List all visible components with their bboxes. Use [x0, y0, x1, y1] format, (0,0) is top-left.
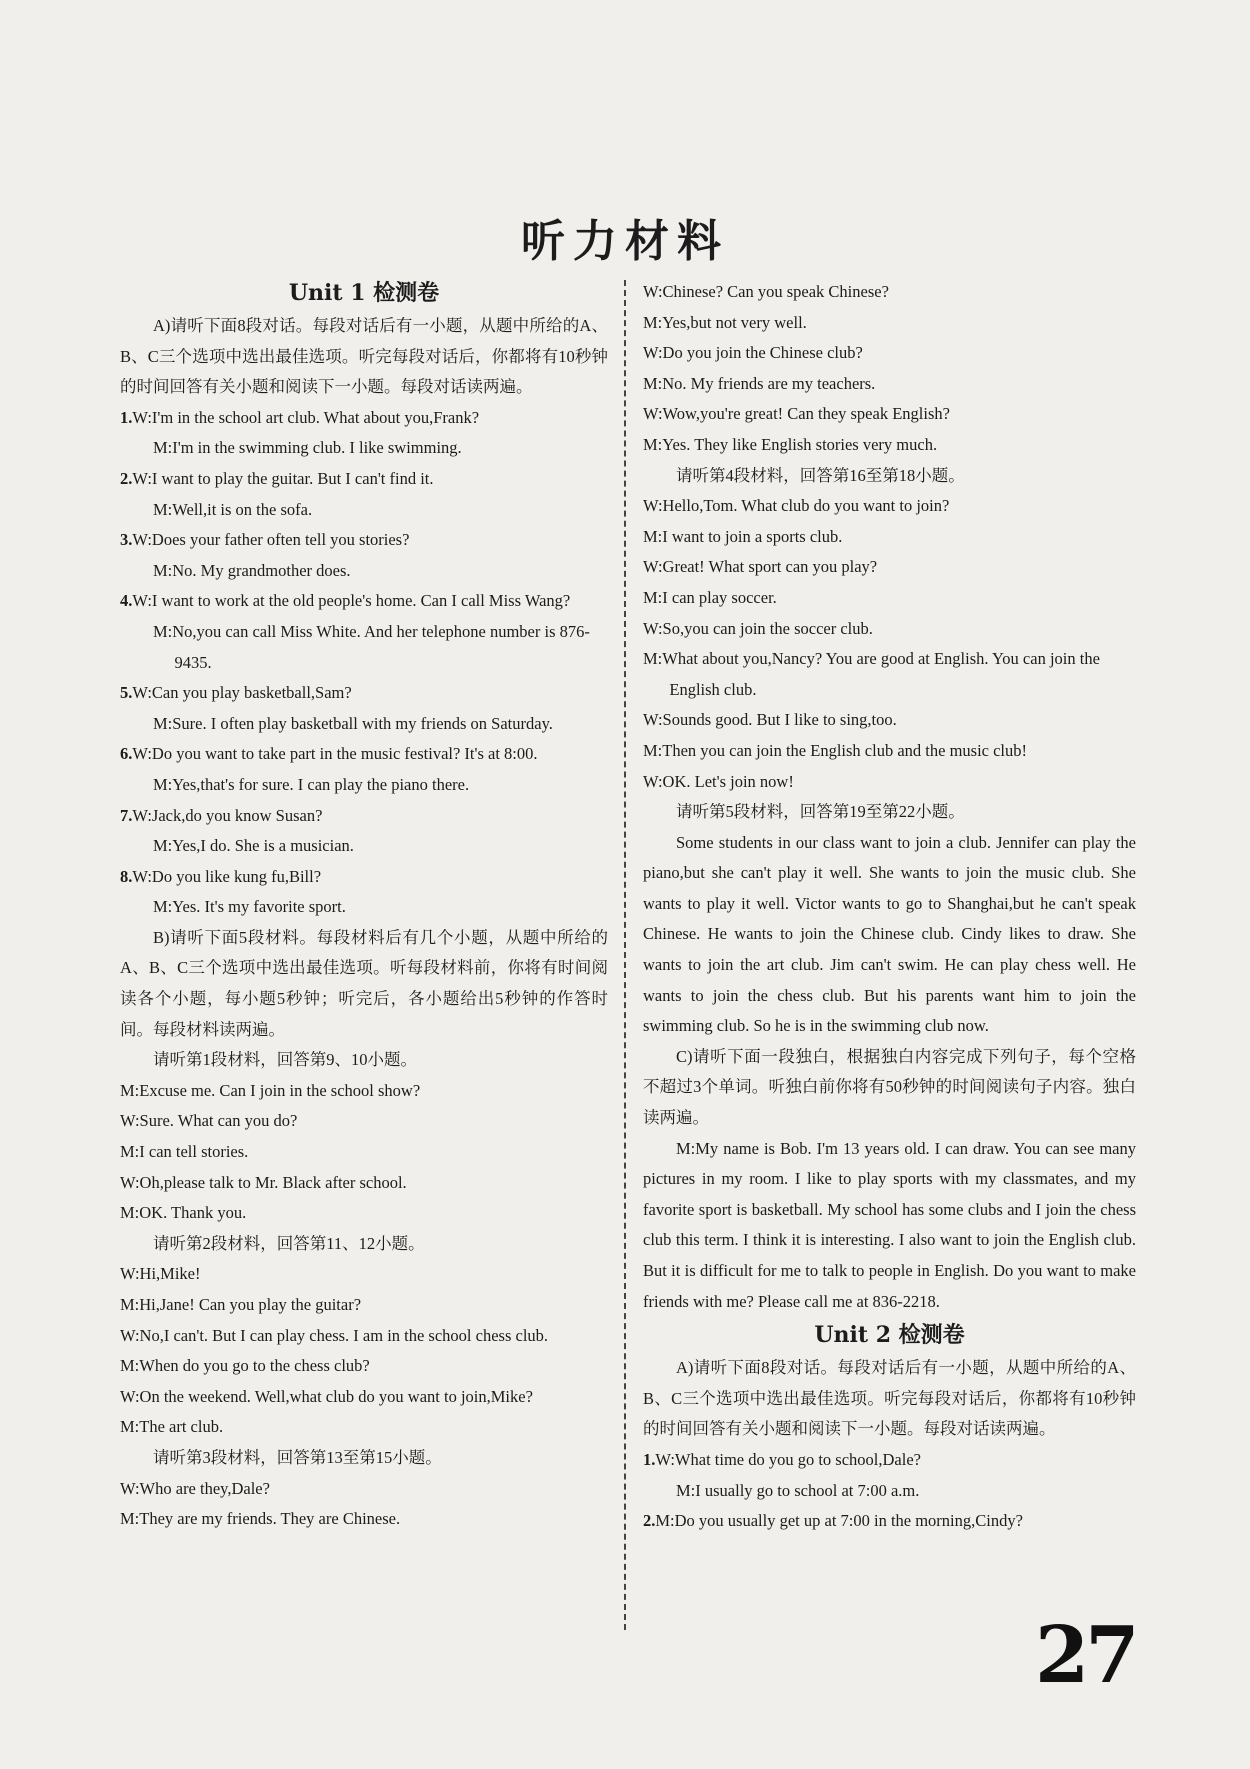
section-2-title: 请听第2段材料，回答第11、12小题。	[153, 1233, 425, 1253]
part-c-monologue: M:My name is Bob. I'm 13 years old. I can draw. You can see many pictures in my room. I like to play sports with my classmates, and my favorite sport is basketball. My school has some clubs and I join the chess club this term. I think it is interesting. I also want to join the English club. But it is difficult for me to talk to people in English. Do you want to make friends with me? Please call me at 836-2218.	[643, 1138, 1136, 1311]
part-a-instructions: A)请听下面8段对话。每段对话后有一小题，从题中所给的A、B、C三个选项中选出最佳选项。听完每段对话后，你都将有10秒钟的时间回答有关小题和阅读下一小题。每段对话读两遍。	[120, 316, 608, 397]
question-number: 3.	[120, 530, 133, 550]
dialog-line: W:Chinese? Can you speak Chinese?	[643, 282, 889, 301]
section-3-dialog-continued	[643, 277, 1136, 461]
question-number: 4.	[120, 591, 133, 611]
dialog-line: W:I want to play the guitar. But I can't find it.	[132, 468, 434, 488]
section-2-dialog	[120, 1259, 608, 1443]
unit-2-part-a-instructions: A)请听下面8段对话。每段对话后有一小题，从题中所给的A、B、C三个选项中选出最佳选项。听完每段对话后，你都将有10秒钟的时间回答有关小题和阅读下一小题。每段对话读两遍。	[643, 1358, 1136, 1439]
dialog-line: M:What about you,Nancy? You are good at English. You can join the English club.	[643, 649, 1100, 699]
question-5-w	[120, 678, 608, 709]
question-2-m: M:Well,it is on the sofa.	[153, 499, 313, 519]
dialog-line: M:No. My friends are my teachers.	[643, 373, 876, 393]
dialog-line: M:The art club.	[120, 1417, 224, 1437]
question-3-m: M:No. My grandmother does.	[153, 560, 351, 580]
right-column	[643, 277, 1136, 1537]
dialog-line: W:Sure. What can you do?	[120, 1111, 298, 1131]
page-number: 27	[1035, 1610, 1136, 1701]
dialog-line: M:Excuse me. Can I join in the school show?	[120, 1080, 421, 1100]
unit-2-question-2-m	[643, 1506, 1136, 1537]
dialog-line: W:OK. Let's join now!	[643, 771, 794, 791]
dialog-line: W:No,I can't. But I can play chess. I am in the school chess club.	[120, 1325, 549, 1345]
section-5-title: 请听第5段材料，回答第19至第22小题。	[676, 802, 965, 822]
question-4-m: M:No,you can call Miss White. And her telephone number is 876-9435.	[153, 621, 590, 672]
dialog-line: M:OK. Thank you.	[120, 1203, 247, 1223]
section-1-title: 请听第1段材料，回答第9、10小题。	[153, 1050, 417, 1070]
dialog-line: W:Jack,do you know Susan?	[132, 805, 323, 825]
section-4-title: 请听第4段材料，回答第16至第18小题。	[676, 465, 965, 485]
dialog-line: M:Do you usually get up at 7:00 in the morning,Cindy?	[655, 1511, 1023, 1531]
dialog-line: W:Wow,you're great! Can they speak English?	[643, 404, 950, 424]
question-number: 7.	[120, 805, 133, 825]
dialog-line: M:I can tell stories.	[120, 1142, 249, 1162]
dialog-line: W:What time do you go to school,Dale?	[655, 1449, 921, 1469]
section-3-title: 请听第3段材料，回答第13至第15小题。	[153, 1447, 442, 1467]
unit-1-title: Unit 1 检测卷	[288, 280, 440, 306]
question-number: 6.	[120, 744, 133, 764]
part-c-instructions: C)请听下面一段独白，根据独白内容完成下列句子，每个空格不超过3个单词。听独白前你将有50秒钟的时间阅读句子内容。独白读两遍。	[643, 1046, 1136, 1128]
dialog-line: W:Does your father often tell you stories?	[132, 530, 410, 550]
dialog-line: W:Sounds good. But I like to sing,too.	[643, 710, 897, 730]
dialog-line: W:I want to work at the old people's home. Can I call Miss Wang?	[132, 591, 571, 611]
question-8-w	[120, 862, 608, 893]
question-number: 5.	[120, 683, 133, 703]
dialog-line: M:I can play soccer.	[643, 587, 777, 607]
question-3-w	[120, 525, 608, 556]
dialog-line: M:Then you can join the English club and the music club!	[643, 740, 1028, 760]
question-6-w	[120, 739, 608, 770]
dialog-line: W:Great! What sport can you play?	[643, 557, 878, 577]
section-4-dialog	[643, 491, 1136, 797]
unit-2-question-1-w	[643, 1445, 1136, 1476]
question-number: 2.	[643, 1511, 656, 1531]
dialog-line: M:Yes. They like English stories very much.	[643, 434, 938, 454]
question-5-m: M:Sure. I often play basketball with my friends on Saturday.	[153, 713, 553, 733]
dialog-line: W:So,you can join the soccer club.	[643, 618, 873, 638]
question-1-m: M:I'm in the swimming club. I like swimming.	[153, 438, 462, 458]
section-5-passage: Some students in our class want to join a club. Jennifer can play the piano,but she can't play it well. She wants to join the music club. She wants to play it well. Victor wants to go to Shanghai,but he can't speak Chinese. He wants to join the Chinese club. Cindy likes to draw. She wants to join the art club. Jim can't swim. He can play chess well. He wants to join the chess club. But his parents want him to join the swimming club. So he is in the swimming club now.	[643, 832, 1136, 1036]
dialog-line: W:Can you play basketball,Sam?	[132, 683, 352, 703]
question-number: 1.	[120, 407, 133, 427]
unit-2-title: Unit 2 检测卷	[814, 1322, 965, 1349]
dialog-line: M:Yes,but not very well.	[643, 312, 807, 332]
dialog-line: M:They are my friends. They are Chinese.	[120, 1509, 401, 1529]
column-divider	[624, 280, 626, 1630]
question-6-m: M:Yes,that's for sure. I can play the piano there.	[153, 774, 470, 794]
section-3-dialog	[120, 1474, 608, 1535]
question-list	[120, 403, 608, 923]
dialog-line: W:On the weekend. Well,what club do you want to join,Mike?	[120, 1386, 533, 1406]
dialog-line: W:Do you like kung fu,Bill?	[132, 866, 322, 886]
dialog-line: M:I want to join a sports club.	[643, 526, 843, 546]
dialog-line: W:I'm in the school art club. What about you,Frank?	[132, 407, 480, 427]
dialog-line: M:When do you go to the chess club?	[120, 1356, 370, 1376]
question-number: 2.	[120, 468, 133, 488]
question-2-w	[120, 464, 608, 495]
dialog-line: W:Do you want to take part in the music festival? It's at 8:00.	[132, 744, 538, 764]
dialog-line: W:Do you join the Chinese club?	[643, 343, 863, 363]
question-number: 1.	[643, 1449, 656, 1469]
question-7-w	[120, 801, 608, 832]
question-4-w	[120, 586, 608, 617]
dialog-line: W:Hello,Tom. What club do you want to join?	[643, 496, 950, 516]
question-number: 8.	[120, 866, 133, 886]
dialog-line: W:Hi,Mike!	[120, 1264, 201, 1284]
dialog-line: W:Who are they,Dale?	[120, 1478, 270, 1498]
dialog-line: W:Oh,please talk to Mr. Black after school.	[120, 1172, 407, 1192]
unit-2-question-1-m: M:I usually go to school at 7:00 a.m.	[676, 1480, 920, 1500]
question-7-m: M:Yes,I do. She is a musician.	[153, 836, 354, 856]
question-8-m: M:Yes. It's my favorite sport.	[153, 897, 346, 917]
section-1-dialog	[120, 1076, 608, 1229]
dialog-line: M:Hi,Jane! Can you play the guitar?	[120, 1295, 362, 1314]
part-b-instructions: B)请听下面5段材料。每段材料后有几个小题，从题中所给的A、B、C三个选项中选出最佳选项。听每段材料前，你将有时间阅读各个小题，每小题5秒钟；听完后，各小题给出5秒钟的作答时间。每段材料读两遍。	[120, 927, 608, 1039]
page-title: 听力材料	[521, 216, 729, 267]
question-1-w	[120, 403, 608, 434]
left-column	[120, 275, 608, 1535]
